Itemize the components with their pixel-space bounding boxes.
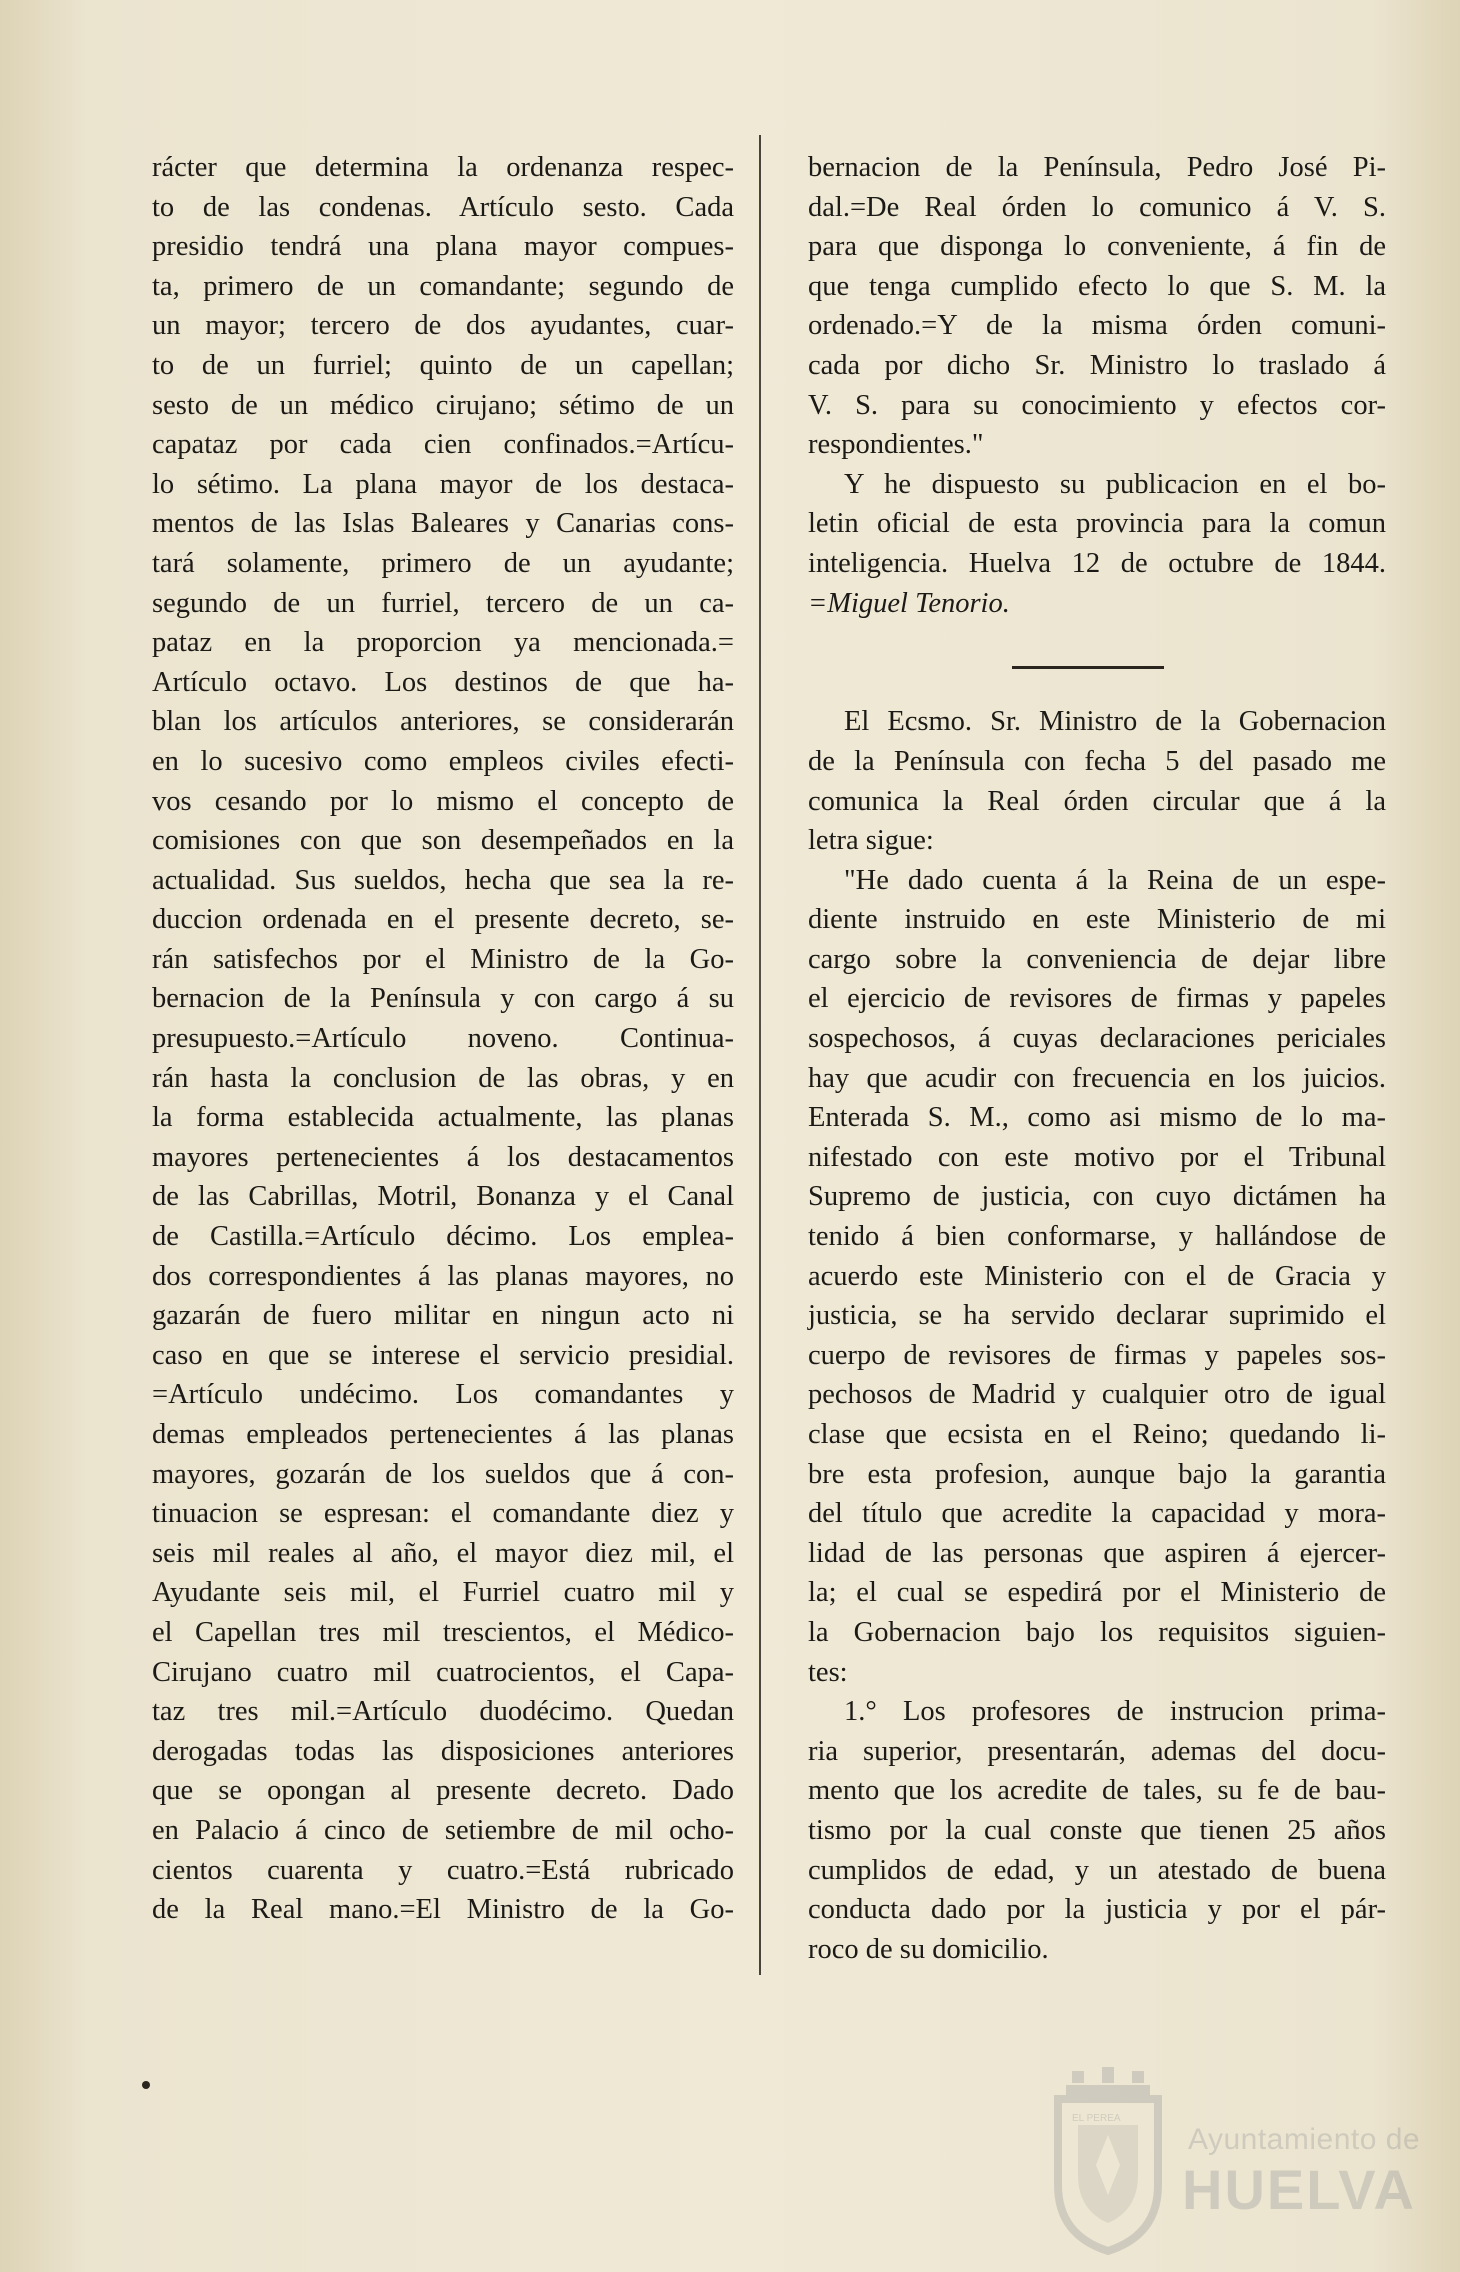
text-line: de Castilla.=Artículo décimo. Los emplea- <box>152 1221 734 1253</box>
text-line: seis mil reales al año, el mayor diez mil, el <box>152 1537 734 1569</box>
text-line: del título que acredite la capacidad y mora- <box>808 1498 1386 1530</box>
text-line: mentos de las Islas Baleares y Canarias cons- <box>152 508 734 540</box>
ink-dot <box>142 2081 150 2089</box>
right-column <box>808 148 1386 1969</box>
text-line: pechosos de Madrid y cualquier otro de igual <box>808 1379 1386 1411</box>
text-line: el Capellan tres mil trescientos, el Médico- <box>152 1616 734 1648</box>
text-line: Y he dispuesto su publicacion en el bo- <box>844 468 1386 500</box>
text-line: ordenado.=Y de la misma órden comuni- <box>808 310 1386 342</box>
text-line: presupuesto.=Artículo noveno. Continua- <box>152 1023 734 1055</box>
text-line: que tenga cumplido efecto lo que S. M. la <box>808 270 1386 302</box>
text-line: Cirujano cuatro mil cuatrocientos, el Capa- <box>152 1656 734 1688</box>
text-line: bernacion de la Península y con cargo á su <box>152 983 734 1015</box>
text-line: de la Real mano.=El Ministro de la Go- <box>152 1894 734 1926</box>
section-divider <box>1012 666 1164 669</box>
column-rule <box>759 135 761 1975</box>
text-line: cientos cuarenta y cuatro.=Está rubricado <box>152 1854 734 1886</box>
text-line: rán hasta la conclusion de las obras, y en <box>152 1062 734 1094</box>
text-line: el ejercicio de revisores de firmas y papeles <box>808 983 1386 1015</box>
text-line: inteligencia. Huelva 12 de octubre de 1844. <box>808 547 1386 579</box>
text-line: capataz por cada cien confinados.=Artícu- <box>152 429 734 461</box>
text-line: mayores pertenecientes á los destacamentos <box>152 1141 734 1173</box>
text-line: que se opongan al presente decreto. Dado <box>152 1775 734 1807</box>
text-line: tes: <box>808 1656 848 1688</box>
text-line: letin oficial de esta provincia para la comun <box>808 508 1386 540</box>
text-line: =Artículo undécimo. Los comandantes y <box>152 1379 734 1411</box>
text-line: la Gobernacion bajo los requisitos siguien- <box>808 1616 1386 1648</box>
text-line: lo sétimo. La plana mayor de los destaca- <box>152 468 734 500</box>
text-line: diente instruido en este Ministerio de mi <box>808 904 1386 936</box>
text-line: justicia, se ha servido declarar suprimido el <box>808 1300 1386 1332</box>
text-line: rácter que determina la ordenanza respec- <box>152 152 734 183</box>
text-line: tinuacion se espresan: el comandante diez y <box>152 1498 734 1530</box>
text-line: mento que los acredite de tales, su fe de bau- <box>808 1775 1386 1807</box>
text-line: lidad de las personas que aspiren á ejercer- <box>808 1537 1386 1569</box>
text-line: El Ecsmo. Sr. Ministro de la Gobernacion <box>844 706 1386 738</box>
text-line: la; el cual se espedirá por el Ministerio de <box>808 1577 1386 1609</box>
text-line: sesto de un médico cirujano; sétimo de un <box>152 389 734 421</box>
blank-space <box>808 623 1386 663</box>
watermark-seal-text: EL PEREA <box>1072 2113 1121 2124</box>
text-line: to de las condenas. Artículo sesto. Cada <box>152 191 734 223</box>
text-line: mayores, gozarán de los sueldos que á con- <box>152 1458 734 1490</box>
watermark-line2: HUELVA <box>1182 2158 1416 2221</box>
text-line: tismo por la cual conste que tienen 25 años <box>808 1814 1386 1846</box>
text-line: Ayudante seis mil, el Furriel cuatro mil y <box>152 1577 734 1609</box>
text-line: 1.° Los profesores de instrucion prima- <box>844 1696 1386 1728</box>
text-line: dos correspondientes á las planas mayores, no <box>152 1260 734 1292</box>
text-line: clase que ecsista en el Reino; quedando li- <box>808 1419 1386 1450</box>
text-line: tenido á bien conformarse, y hallándose de <box>808 1221 1386 1253</box>
text-line: "He dado cuenta á la Reina de un espe- <box>844 864 1386 896</box>
text-line: bre esta profesion, aunque bajo la garantia <box>808 1458 1386 1490</box>
text-line: hay que acudir con frecuencia en los juicios. <box>808 1062 1386 1094</box>
text-line: para que disponga lo conveniente, á fin de <box>808 231 1386 263</box>
text-line: gazarán de fuero militar en ningun acto ni <box>152 1300 734 1332</box>
text-line: taz tres mil.=Artículo duodécimo. Quedan <box>152 1696 734 1728</box>
text-line: cargo sobre la conveniencia de dejar libre <box>808 943 1386 975</box>
text-line: ria superior, presentarán, ademas del docu- <box>808 1735 1386 1767</box>
text-line: conducta dado por la justicia y por el pár- <box>808 1894 1386 1926</box>
text-line: bernacion de la Península, Pedro José Pi- <box>808 152 1386 183</box>
text-line: respondientes." <box>808 429 984 461</box>
text-line: nifestado con este motivo por el Tribunal <box>808 1141 1386 1173</box>
text-line: derogadas todas las disposiciones anteriores <box>152 1735 734 1767</box>
text-line: sospechosos, á cuyas declaraciones periciales <box>808 1023 1386 1055</box>
text-line: un mayor; tercero de dos ayudantes, cuar- <box>152 310 734 342</box>
text-line: dal.=De Real órden lo comunico á V. S. <box>808 191 1386 223</box>
coat-of-arms-icon <box>1048 2065 1168 2255</box>
text-line: de las Cabrillas, Motril, Bonanza y el Canal <box>152 1181 734 1213</box>
text-line: acuerdo este Ministerio con el de Gracia y <box>808 1260 1386 1292</box>
text-line: en Palacio á cinco de setiembre de mil ocho- <box>152 1814 734 1846</box>
signature-line: =Miguel Tenorio. <box>808 587 1010 619</box>
text-line: V. S. para su conocimiento y efectos cor- <box>808 389 1386 421</box>
text-line: pataz en la proporcion ya mencionada.= <box>152 627 734 659</box>
text-line: Enterada S. M., como asi mismo de lo ma- <box>808 1102 1386 1134</box>
text-line: tará solamente, primero de un ayudante; <box>152 547 734 579</box>
text-line: to de un furriel; quinto de un capellan; <box>152 349 734 381</box>
text-line: Artículo octavo. Los destinos de que ha- <box>152 666 734 698</box>
text-line: cuerpo de revisores de firmas y papeles sos- <box>808 1339 1386 1371</box>
text-line: cada por dicho Sr. Ministro lo traslado á <box>808 349 1386 381</box>
text-line: letra sigue: <box>808 825 934 857</box>
archive-watermark <box>1048 2065 1448 2255</box>
text-line: rán satisfechos por el Ministro de la Go- <box>152 943 734 975</box>
text-line: de la Península con fecha 5 del pasado me <box>808 745 1386 777</box>
text-line: caso en que se interese el servicio presidial. <box>152 1339 734 1371</box>
text-line: la forma establecida actualmente, las planas <box>152 1102 734 1134</box>
text-line: comunica la Real órden circular que á la <box>808 785 1386 817</box>
text-line: blan los artículos anteriores, se considerarán <box>152 706 734 738</box>
text-line: vos cesando por lo mismo el concepto de <box>152 785 734 817</box>
text-line: cumplidos de edad, y un atestado de buena <box>808 1854 1386 1886</box>
text-line: Supremo de justicia, con cuyo dictámen ha <box>808 1181 1386 1213</box>
left-column <box>152 148 734 1930</box>
text-line: actualidad. Sus sueldos, hecha que sea la re- <box>152 864 734 896</box>
text-line: roco de su domicilio. <box>808 1933 1049 1965</box>
text-line: segundo de un furriel, tercero de un ca- <box>152 587 734 619</box>
text-line: ta, primero de un comandante; segundo de <box>152 270 734 302</box>
text-line: demas empleados pertenecientes á las planas <box>152 1419 734 1450</box>
text-line: duccion ordenada en el presente decreto, se- <box>152 904 734 936</box>
text-line: presidio tendrá una plana mayor compues- <box>152 231 734 263</box>
watermark-line1: Ayuntamiento de <box>1188 2123 1421 2156</box>
text-line: en lo sucesivo como empleos civiles efecti- <box>152 745 734 777</box>
text-line: comisiones con que son desempeñados en la <box>152 825 734 857</box>
